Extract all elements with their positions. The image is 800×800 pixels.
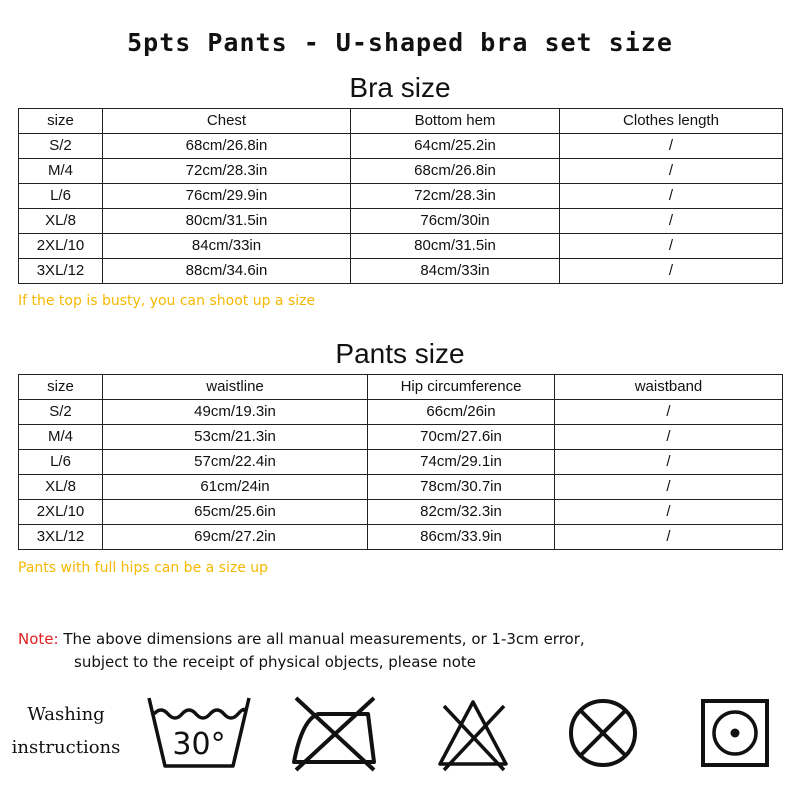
table-cell: 68cm/26.8in <box>351 159 560 184</box>
table-cell: 53cm/21.3in <box>103 425 368 450</box>
table-header-row <box>19 109 783 134</box>
table-cell: / <box>560 159 783 184</box>
table-cell: 84cm/33in <box>103 234 351 259</box>
table-cell: / <box>555 475 783 500</box>
washing-label-line-1: Washing <box>27 704 105 725</box>
note-label: Note: <box>18 630 59 648</box>
table-cell: / <box>555 400 783 425</box>
table-cell: / <box>555 425 783 450</box>
washing-instructions-label <box>6 698 126 764</box>
table-cell: S/2 <box>19 134 103 159</box>
table-row <box>19 184 783 209</box>
table-cell: 82cm/32.3in <box>368 500 555 525</box>
do-not-tumble-dry-icon <box>564 692 642 774</box>
table-row <box>19 159 783 184</box>
table-row <box>19 134 783 159</box>
header-cell: size <box>19 375 103 400</box>
wash-temperature: 30° <box>172 727 226 762</box>
table-cell: 2XL/10 <box>19 500 103 525</box>
table-row <box>19 450 783 475</box>
table-cell: 68cm/26.8in <box>103 134 351 159</box>
table-cell: / <box>555 450 783 475</box>
table-cell: S/2 <box>19 400 103 425</box>
header-cell: Hip circumference <box>368 375 555 400</box>
table-cell: 86cm/33.9in <box>368 525 555 550</box>
note-line-1: The above dimensions are all manual measurements, or 1-3cm error, <box>63 630 585 648</box>
table-cell: 84cm/33in <box>351 259 560 284</box>
table-cell: M/4 <box>19 425 103 450</box>
pants-size-table <box>18 374 783 550</box>
table-row <box>19 400 783 425</box>
table-cell: 72cm/28.3in <box>351 184 560 209</box>
table-row <box>19 209 783 234</box>
table-cell: / <box>560 259 783 284</box>
header-cell: Chest <box>103 109 351 134</box>
table-cell: XL/8 <box>19 475 103 500</box>
table-cell: 3XL/12 <box>19 259 103 284</box>
table-row <box>19 475 783 500</box>
table-cell: 76cm/29.9in <box>103 184 351 209</box>
washing-label-line-2: instructions <box>11 737 121 758</box>
table-cell: 80cm/31.5in <box>103 209 351 234</box>
bra-size-table <box>18 108 783 284</box>
table-cell: L/6 <box>19 184 103 209</box>
note-line-2: subject to the receipt of physical objects, please note <box>74 653 477 671</box>
header-cell: size <box>19 109 103 134</box>
pants-size-heading: Pants size <box>335 338 465 369</box>
table-cell: / <box>555 525 783 550</box>
header-cell: Bottom hem <box>351 109 560 134</box>
table-cell: / <box>560 209 783 234</box>
bra-size-heading: Bra size <box>349 72 451 103</box>
table-cell: 88cm/34.6in <box>103 259 351 284</box>
wash-30-icon <box>145 692 253 774</box>
header-cell: waistline <box>103 375 368 400</box>
table-cell: / <box>560 234 783 259</box>
table-cell: 80cm/31.5in <box>351 234 560 259</box>
dry-clean-icon <box>698 692 772 774</box>
table-cell: 70cm/27.6in <box>368 425 555 450</box>
header-cell: waistband <box>555 375 783 400</box>
table-cell: 2XL/10 <box>19 234 103 259</box>
table-cell: 57cm/22.4in <box>103 450 368 475</box>
table-cell: 65cm/25.6in <box>103 500 368 525</box>
pants-size-hint: Pants with full hips can be a size up <box>18 560 269 576</box>
page-title: 5pts Pants - U-shaped bra set size <box>127 28 673 57</box>
table-cell: / <box>555 500 783 525</box>
table-cell: 3XL/12 <box>19 525 103 550</box>
table-cell: 78cm/30.7in <box>368 475 555 500</box>
table-cell: 61cm/24in <box>103 475 368 500</box>
table-cell: 72cm/28.3in <box>103 159 351 184</box>
table-cell: / <box>560 134 783 159</box>
table-header-row <box>19 375 783 400</box>
table-cell: / <box>560 184 783 209</box>
table-cell: M/4 <box>19 159 103 184</box>
table-cell: 64cm/25.2in <box>351 134 560 159</box>
table-cell: XL/8 <box>19 209 103 234</box>
table-cell: L/6 <box>19 450 103 475</box>
table-cell: 76cm/30in <box>351 209 560 234</box>
table-row <box>19 500 783 525</box>
table-cell: 49cm/19.3in <box>103 400 368 425</box>
table-cell: 69cm/27.2in <box>103 525 368 550</box>
do-not-iron-icon <box>288 692 380 774</box>
header-cell: Clothes length <box>560 109 783 134</box>
table-row <box>19 259 783 284</box>
table-cell: 66cm/26in <box>368 400 555 425</box>
bra-size-hint: If the top is busty, you can shoot up a size <box>18 293 316 309</box>
do-not-bleach-icon <box>434 692 512 774</box>
measurement-note <box>18 628 585 674</box>
table-row <box>19 525 783 550</box>
table-row <box>19 234 783 259</box>
table-row <box>19 425 783 450</box>
table-cell: 74cm/29.1in <box>368 450 555 475</box>
